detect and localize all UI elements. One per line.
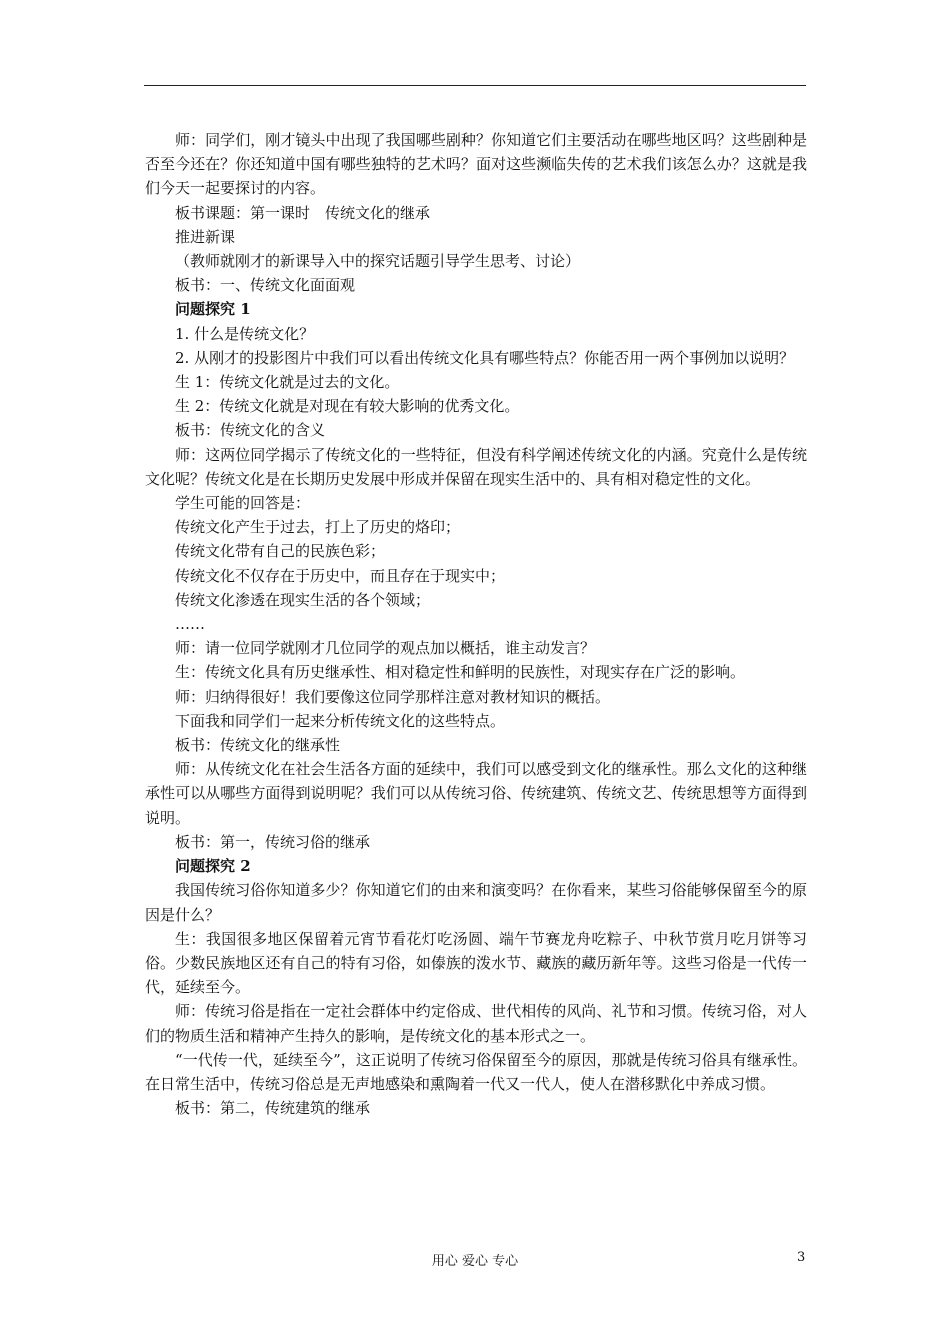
paragraph: “一代传一代，延续至今”，这正说明了传统习俗保留至今的原因，那就是传统习俗具有继承性。在日常生活中，传统习俗总是无声地感染和熏陶着一代又一代人，使人在潜移默化中养成习惯。 (145, 1050, 807, 1093)
paragraph: 1. 什么是传统文化？ (175, 324, 315, 343)
paragraph: 传统文化带有自己的民族色彩； (175, 542, 386, 561)
paragraph: 板书：一、传统文化面面观 (175, 276, 356, 295)
header-rule (144, 85, 806, 86)
paragraph: 生 1：传统文化就是过去的文化。 (175, 373, 400, 392)
document-body (145, 128, 807, 1120)
paragraph: 生：传统文化具有历史继承性、相对稳定性和鲜明的民族性，对现实存在广泛的影响。 (175, 663, 746, 682)
page-footer (0, 1250, 950, 1270)
page-number: 3 (797, 1250, 806, 1265)
paragraph: 传统文化不仅存在于历史中，而且存在于现实中； (175, 566, 506, 585)
paragraph: 学生可能的回答是： (175, 494, 311, 513)
paragraph: 师：请一位同学就刚才几位同学的观点加以概括，谁主动发言？ (175, 639, 596, 658)
paragraph: 生 2：传统文化就是对现在有较大影响的优秀文化。 (175, 397, 520, 416)
paragraph: 板书：传统文化的含义 (175, 421, 326, 440)
section-heading: 问题探究 2 (175, 857, 251, 876)
section-heading: 问题探究 1 (175, 300, 251, 319)
paragraph: 师：这两位同学揭示了传统文化的一些特征，但没有科学阐述传统文化的内涵。究竟什么是传统文化呢？传统文化是在长期历史发展中形成并保留在现实生活中的、具有相对稳定性的文化。 (145, 445, 807, 488)
paragraph: 传统文化产生于过去，打上了历史的烙印； (175, 518, 461, 537)
paragraph: 2. 从刚才的投影图片中我们可以看出传统文化具有哪些特点？你能否用一两个事例加以说明？ (175, 348, 795, 367)
paragraph: 下面我和同学们一起来分析传统文化的这些特点。 (175, 711, 506, 730)
footer-slogan: 用心 爱心 专心 (431, 1254, 519, 1269)
paragraph: …… (175, 615, 205, 634)
paragraph: 师：从传统文化在社会生活各方面的延续中，我们可以感受到文化的继承性。那么文化的这种继承性可以从哪些方面得到说明呢？我们可以从传统习俗、传统建筑、传统文艺、传统思想等方面得到说明。 (145, 760, 807, 827)
paragraph: 板书：第一，传统习俗的继承 (175, 832, 371, 851)
paragraph: 推进新课 (175, 227, 236, 246)
paragraph: 板书：传统文化的继承性 (175, 736, 341, 755)
paragraph: 师：传统习俗是指在一定社会群体中约定俗成、世代相传的风尚、礼节和习惯。传统习俗，对人们的物质生活和精神产生持久的影响，是传统文化的基本形式之一。 (145, 1002, 807, 1045)
paragraph: 传统文化渗透在现实生活的各个领域； (175, 590, 431, 609)
paragraph: 板书课题：第一课时 传统文化的继承 (175, 203, 431, 222)
paragraph: （教师就刚才的新课导入中的探究话题引导学生思考、讨论） (175, 252, 581, 271)
paragraph: 板书：第二，传统建筑的继承 (175, 1099, 371, 1118)
paragraph: 生：我国很多地区保留着元宵节看花灯吃汤圆、端午节赛龙舟吃粽子、中秋节赏月吃月饼等习俗。少数民族地区还有自己的特有习俗，如傣族的泼水节、藏族的藏历新年等。这些习俗是一代传一代，延续至今。 (145, 929, 807, 997)
paragraph: 师：归纳得很好！我们要像这位同学那样注意对教材知识的概括。 (175, 687, 611, 706)
paragraph: 我国传统习俗你知道多少？你知道它们的由来和演变吗？在你看来，某些习俗能够保留至今的原因是什么？ (145, 881, 807, 924)
paragraph: 师：同学们，刚才镜头中出现了我国哪些剧种？你知道它们主要活动在哪些地区吗？这些剧种是否至今还在？你还知道中国有哪些独特的艺术吗？面对这些濒临失传的艺术我们该怎么办？这就是我们今天一起要探讨的内容。 (145, 131, 807, 198)
